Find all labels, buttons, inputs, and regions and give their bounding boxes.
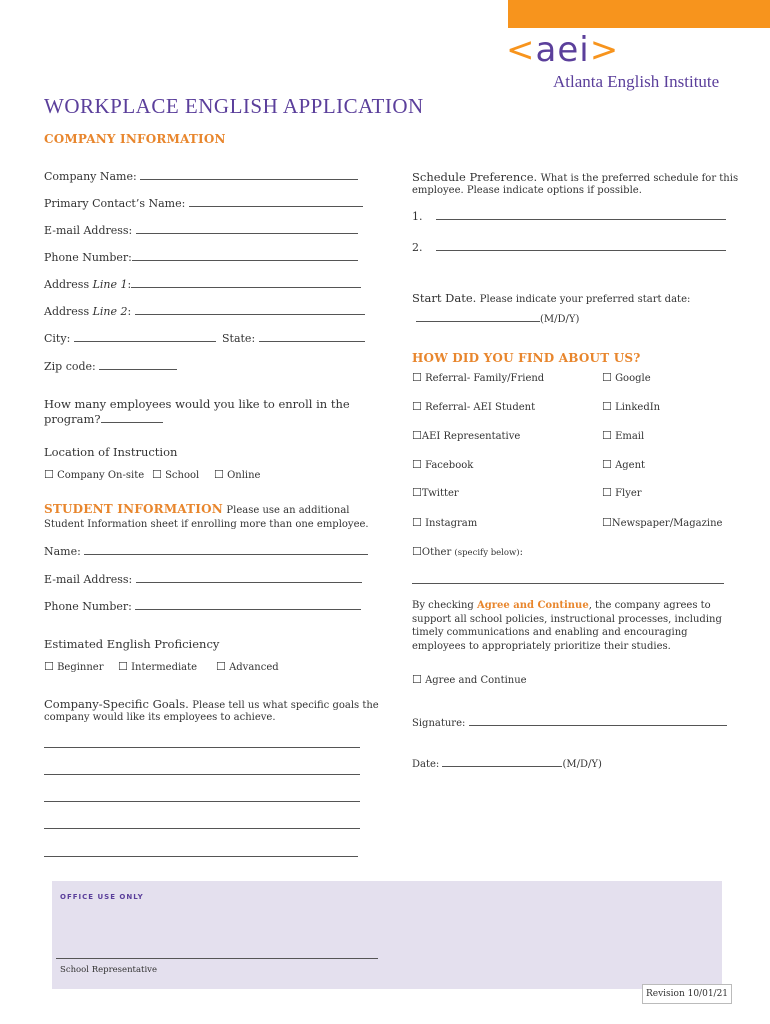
checkbox-icon: ☐ bbox=[602, 429, 612, 442]
location-heading: Location of Instruction bbox=[44, 445, 178, 459]
found-heading: HOW DID YOU FIND ABOUT US? bbox=[412, 351, 641, 365]
company-email-label: E-mail Address: bbox=[44, 224, 133, 237]
location-option-school[interactable] bbox=[152, 468, 199, 481]
checkbox-icon: ☐ bbox=[602, 486, 612, 499]
agreement-text-line3: timely communications and enabling and encouraging bbox=[412, 627, 688, 638]
top-accent-bar bbox=[508, 0, 770, 28]
checkbox-icon: ☐ bbox=[602, 400, 612, 413]
page-title: WORKPLACE ENGLISH APPLICATION bbox=[44, 94, 424, 118]
address-line2-label-b: Line 2 bbox=[92, 305, 128, 318]
location-option-label: Online bbox=[227, 470, 261, 481]
goals-line-1[interactable] bbox=[44, 747, 360, 748]
student-name-field[interactable] bbox=[44, 545, 368, 558]
found-option-label: Google bbox=[615, 373, 651, 384]
found-option-newspaper[interactable] bbox=[602, 516, 722, 529]
address-line1-label-b: Line 1 bbox=[92, 278, 128, 291]
agreement-text-line4: employees to appropriately prioritize their studies. bbox=[412, 641, 671, 652]
checkbox-icon: ☐ bbox=[602, 371, 612, 384]
state-label: State: bbox=[222, 332, 256, 345]
start-date-field[interactable] bbox=[416, 314, 579, 325]
primary-contact-field[interactable] bbox=[44, 197, 363, 210]
found-option-label: Agent bbox=[615, 460, 646, 471]
schedule-note2: employee. Please indicate options if possible. bbox=[412, 185, 642, 196]
student-phone-field[interactable] bbox=[44, 600, 361, 613]
company-email-field[interactable] bbox=[44, 224, 358, 237]
found-option-agent[interactable] bbox=[602, 458, 645, 471]
office-use-title: OFFICE USE ONLY bbox=[60, 893, 144, 901]
address-line1-label-c: : bbox=[127, 278, 132, 291]
schedule-option-2[interactable] bbox=[412, 241, 726, 254]
found-option-aei-rep[interactable] bbox=[412, 429, 520, 442]
employees-question-line1: How many employees would you like to enroll in the bbox=[44, 397, 350, 411]
checkbox-icon: ☐ bbox=[412, 486, 422, 499]
student-info-note1: Please use an additional bbox=[226, 505, 350, 516]
agreement-text1-a: By checking bbox=[412, 600, 478, 611]
proficiency-option-label: Advanced bbox=[229, 662, 279, 673]
company-phone-label: Phone Number: bbox=[44, 251, 132, 264]
found-option-label: Instagram bbox=[425, 518, 478, 529]
schedule-item1-label: 1. bbox=[412, 210, 423, 223]
start-date-header bbox=[412, 291, 690, 305]
found-option-label: Email bbox=[615, 431, 645, 442]
found-option-other[interactable] bbox=[412, 545, 523, 558]
student-phone-label: Phone Number: bbox=[44, 600, 132, 613]
zip-field[interactable] bbox=[44, 360, 177, 373]
location-option-onsite[interactable] bbox=[44, 468, 144, 481]
start-date-note: Please indicate your preferred start date: bbox=[479, 294, 691, 305]
checkbox-icon: ☐ bbox=[602, 458, 612, 471]
goals-header bbox=[44, 697, 379, 711]
checkbox-icon: ☐ bbox=[412, 673, 422, 686]
proficiency-option-intermediate[interactable] bbox=[118, 660, 197, 673]
company-info-heading: COMPANY INFORMATION bbox=[44, 132, 226, 146]
zip-label: Zip code: bbox=[44, 360, 96, 373]
logo-subtitle: Atlanta English Institute bbox=[553, 72, 720, 91]
school-rep-label: School Representative bbox=[60, 965, 157, 975]
address-line2-field[interactable] bbox=[44, 305, 365, 318]
student-email-label: E-mail Address: bbox=[44, 573, 133, 586]
logo-left-bracket: < bbox=[506, 30, 536, 70]
employees-field[interactable] bbox=[44, 412, 163, 426]
company-name-label: Company Name: bbox=[44, 170, 137, 183]
proficiency-option-beginner[interactable] bbox=[44, 660, 104, 673]
agreement-text-line2: support all school policies, instructional processes, including bbox=[412, 614, 722, 625]
agreement-text1-b: Agree and Continue bbox=[477, 600, 589, 611]
proficiency-option-label: Intermediate bbox=[131, 662, 198, 673]
checkbox-icon: ☐ bbox=[412, 429, 422, 442]
agreement-text-line1 bbox=[412, 600, 711, 611]
found-option-email[interactable] bbox=[602, 429, 644, 442]
signature-field[interactable] bbox=[412, 718, 727, 729]
address-line1-field[interactable] bbox=[44, 278, 361, 291]
found-other-label: Other bbox=[421, 547, 452, 558]
checkbox-icon: ☐ bbox=[412, 371, 422, 384]
agree-continue-checkbox[interactable] bbox=[412, 673, 527, 686]
checkbox-icon: ☐ bbox=[216, 660, 226, 673]
goals-line-5[interactable] bbox=[44, 856, 358, 857]
found-option-google[interactable] bbox=[602, 371, 651, 384]
student-info-note2: Student Information sheet if enrolling more than one employee. bbox=[44, 519, 369, 530]
checkbox-icon: ☐ bbox=[602, 516, 612, 529]
goals-heading: Company-Specific Goals. bbox=[44, 697, 189, 711]
address-line2-label-c: : bbox=[127, 305, 132, 318]
start-date-heading: Start Date. bbox=[412, 291, 477, 305]
proficiency-heading: Estimated English Proficiency bbox=[44, 637, 220, 651]
found-option-label: AEI Representative bbox=[421, 431, 521, 442]
goals-note1: Please tell us what specific goals the bbox=[192, 700, 379, 711]
found-option-label: Referral- AEI Student bbox=[425, 402, 536, 413]
school-rep-signature-line[interactable] bbox=[56, 958, 378, 959]
checkbox-icon: ☐ bbox=[412, 458, 422, 471]
found-other-colon: : bbox=[519, 547, 523, 558]
checkbox-icon: ☐ bbox=[412, 545, 422, 558]
student-name-label: Name: bbox=[44, 545, 81, 558]
schedule-header bbox=[412, 170, 738, 184]
logo-text: aei bbox=[535, 30, 590, 70]
checkbox-icon: ☐ bbox=[44, 660, 54, 673]
proficiency-option-advanced[interactable] bbox=[216, 660, 279, 673]
date-label: Date: bbox=[412, 759, 440, 770]
found-option-referral-family[interactable] bbox=[412, 371, 544, 384]
date-format: (M/D/Y) bbox=[562, 759, 602, 770]
checkbox-icon: ☐ bbox=[412, 400, 422, 413]
company-phone-field[interactable] bbox=[44, 251, 358, 264]
goals-line-2[interactable] bbox=[44, 774, 360, 775]
found-option-flyer[interactable] bbox=[602, 486, 642, 499]
found-option-label: LinkedIn bbox=[615, 402, 661, 413]
found-option-instagram[interactable] bbox=[412, 516, 477, 529]
student-email-field[interactable] bbox=[44, 573, 362, 586]
found-option-label: Flyer bbox=[615, 488, 642, 499]
schedule-heading: Schedule Preference. bbox=[412, 170, 538, 184]
aei-logo bbox=[506, 30, 619, 70]
student-info-header bbox=[44, 502, 350, 516]
start-date-format: (M/D/Y) bbox=[540, 314, 580, 325]
employees-question-line2: program? bbox=[44, 412, 101, 426]
proficiency-option-label: Beginner bbox=[57, 662, 104, 673]
found-option-label: Facebook bbox=[425, 460, 474, 471]
found-option-twitter[interactable] bbox=[412, 486, 459, 499]
logo-right-bracket: > bbox=[589, 30, 620, 70]
checkbox-icon: ☐ bbox=[412, 516, 422, 529]
signature-label: Signature: bbox=[412, 718, 466, 729]
primary-contact-label: Primary Contact’s Name: bbox=[44, 197, 186, 210]
checkbox-icon: ☐ bbox=[214, 468, 224, 481]
revision-label: Revision 10/01/21 bbox=[642, 984, 732, 1004]
city-label: City: bbox=[44, 332, 71, 345]
schedule-note1: What is the preferred schedule for this bbox=[540, 173, 739, 184]
date-field[interactable] bbox=[412, 759, 602, 770]
goals-note2: company would like its employees to achieve. bbox=[44, 712, 276, 723]
checkbox-icon: ☐ bbox=[118, 660, 128, 673]
checkbox-icon: ☐ bbox=[44, 468, 54, 481]
schedule-option-1[interactable] bbox=[412, 210, 726, 223]
location-option-online[interactable] bbox=[214, 468, 260, 481]
location-option-label: School bbox=[165, 470, 200, 481]
found-option-label: Twitter bbox=[421, 488, 459, 499]
schedule-item2-label: 2. bbox=[412, 241, 423, 254]
city-field[interactable] bbox=[44, 332, 216, 345]
found-other-note: (specify below) bbox=[454, 548, 520, 558]
goals-line-4[interactable] bbox=[44, 828, 360, 829]
found-option-label: Newspaper/Magazine bbox=[611, 518, 723, 529]
checkbox-icon: ☐ bbox=[152, 468, 162, 481]
found-option-label: Referral- Family/Friend bbox=[425, 373, 545, 384]
state-field[interactable] bbox=[222, 332, 365, 345]
location-option-label: Company On-site bbox=[57, 470, 145, 481]
found-option-facebook[interactable] bbox=[412, 458, 473, 471]
agree-continue-label: Agree and Continue bbox=[425, 675, 527, 686]
address-line1-label-a: Address bbox=[44, 278, 93, 291]
address-line2-label-a: Address bbox=[44, 305, 93, 318]
company-name-field[interactable] bbox=[44, 170, 358, 183]
student-info-heading: STUDENT INFORMATION bbox=[44, 502, 223, 516]
found-other-line[interactable] bbox=[412, 583, 724, 584]
found-option-referral-student[interactable] bbox=[412, 400, 535, 413]
goals-line-3[interactable] bbox=[44, 801, 360, 802]
agreement-text1-c: , the company agrees to bbox=[588, 600, 711, 611]
found-option-linkedin[interactable] bbox=[602, 400, 660, 413]
